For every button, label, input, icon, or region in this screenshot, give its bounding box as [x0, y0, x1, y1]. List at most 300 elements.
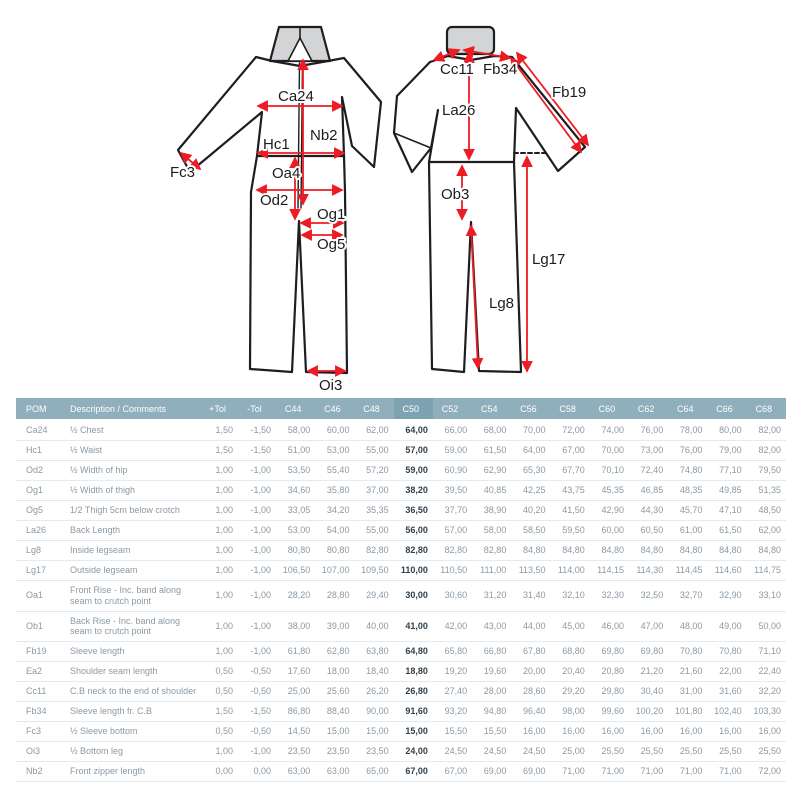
size-cell: 16,00: [668, 722, 707, 742]
size-cell: 71,10: [747, 642, 786, 662]
tolerance-cell: -1,00: [238, 611, 276, 642]
size-cell: 32,50: [629, 581, 668, 612]
description-cell: Sleeve length: [60, 642, 202, 662]
size-cell: 61,00: [668, 521, 707, 541]
size-cell: 48,35: [668, 481, 707, 501]
size-cell: 68,80: [551, 642, 590, 662]
table-row-og1: [16, 481, 786, 501]
tolerance-cell: -1,50: [238, 702, 276, 722]
size-cell: 101,80: [668, 702, 707, 722]
size-cell: 96,40: [511, 702, 550, 722]
size-cell: 16,00: [590, 722, 629, 742]
tolerance-cell: -0,50: [238, 662, 276, 682]
size-cell: 59,00: [394, 461, 433, 481]
tolerance-cell: 1,00: [202, 561, 238, 581]
description-cell: ½ Width of hip: [60, 461, 202, 481]
table-row-fb19: [16, 642, 786, 662]
label-ob3: Ob3: [441, 186, 470, 203]
size-cell: 65,30: [511, 461, 550, 481]
size-cell: 57,00: [433, 521, 472, 541]
table-row-hc1: [16, 441, 786, 461]
size-cell: 42,90: [590, 501, 629, 521]
table-row-oi3: [16, 742, 786, 762]
size-cell: 58,50: [511, 521, 550, 541]
size-cell: 63,00: [276, 762, 315, 782]
size-cell: 32,10: [551, 581, 590, 612]
size-cell: 25,50: [590, 742, 629, 762]
size-cell: 35,80: [315, 481, 354, 501]
tolerance-cell: 1,00: [202, 541, 238, 561]
size-cell: 54,00: [315, 521, 354, 541]
size-cell: 47,10: [707, 501, 746, 521]
table-row-lg17: [16, 561, 786, 581]
col-header-c44: C44: [276, 398, 315, 420]
pom-cell: Lg17: [16, 561, 60, 581]
pom-cell: Oi3: [16, 742, 60, 762]
pom-cell: Ea2: [16, 662, 60, 682]
size-cell: 84,80: [747, 541, 786, 561]
description-cell: 1/2 Thigh 5cm below crotch: [60, 501, 202, 521]
size-cell: 84,80: [707, 541, 746, 561]
size-cell: 82,80: [394, 541, 433, 561]
size-cell: 70,80: [707, 642, 746, 662]
size-cell: 58,00: [276, 420, 315, 441]
label-lg17: Lg17: [532, 251, 566, 268]
size-cell: 48,00: [668, 611, 707, 642]
size-cell: 40,85: [472, 481, 511, 501]
size-cell: 77,10: [707, 461, 746, 481]
label-hc1: Hc1: [263, 136, 290, 153]
size-cell: 113,50: [511, 561, 550, 581]
col-header-c60: C60: [590, 398, 629, 420]
size-cell: 70,00: [590, 441, 629, 461]
description-cell: ½ Width of thigh: [60, 481, 202, 501]
label-og5: Og5: [317, 236, 346, 253]
tolerance-cell: -1,00: [238, 461, 276, 481]
size-cell: 49,85: [707, 481, 746, 501]
size-cell: 17,60: [276, 662, 315, 682]
table-header-row: [16, 398, 786, 420]
size-cell: 42,00: [433, 611, 472, 642]
size-cell: 67,80: [511, 642, 550, 662]
size-cell: 33,05: [276, 501, 315, 521]
size-cell: 80,80: [276, 541, 315, 561]
size-cell: 20,00: [511, 662, 550, 682]
size-cell: 38,20: [394, 481, 433, 501]
pom-cell: Og5: [16, 501, 60, 521]
description-cell: ½ Chest: [60, 420, 202, 441]
size-cell: 71,00: [590, 762, 629, 782]
col-header-c68: C68: [747, 398, 786, 420]
size-cell: 73,00: [629, 441, 668, 461]
size-cell: 16,00: [551, 722, 590, 742]
pom-cell: Hc1: [16, 441, 60, 461]
size-cell: 57,20: [354, 461, 393, 481]
size-cell: 84,80: [629, 541, 668, 561]
size-cell: 69,00: [472, 762, 511, 782]
table-row-ob1: [16, 611, 786, 642]
size-cell: 64,00: [511, 441, 550, 461]
description-cell: Front zipper length: [60, 762, 202, 782]
size-cell: 36,50: [394, 501, 433, 521]
size-cell: 64,80: [394, 642, 433, 662]
size-cell: 50,00: [747, 611, 786, 642]
coverall-back-figure: [394, 27, 585, 372]
size-cell: 66,80: [472, 642, 511, 662]
tolerance-cell: 1,00: [202, 611, 238, 642]
size-cell: 38,90: [472, 501, 511, 521]
pom-cell: Od2: [16, 461, 60, 481]
size-cell: 109,50: [354, 561, 393, 581]
size-cell: 15,50: [472, 722, 511, 742]
pom-cell: Fb19: [16, 642, 60, 662]
size-cell: 32,90: [707, 581, 746, 612]
size-cell: 79,50: [747, 461, 786, 481]
size-cell: 53,00: [276, 521, 315, 541]
size-cell: 82,80: [354, 541, 393, 561]
size-cell: 60,00: [590, 521, 629, 541]
size-cell: 32,20: [747, 682, 786, 702]
col-header-c48: C48: [354, 398, 393, 420]
size-cell: 86,80: [276, 702, 315, 722]
label-nb2: Nb2: [310, 127, 338, 144]
size-cell: 42,25: [511, 481, 550, 501]
label-oi3: Oi3: [319, 377, 343, 394]
size-cell: 72,00: [551, 420, 590, 441]
col-header-c46: C46: [315, 398, 354, 420]
table-row-oa1: [16, 581, 786, 612]
size-cell: 39,00: [315, 611, 354, 642]
col-header-c56: C56: [511, 398, 550, 420]
pom-cell: Lg8: [16, 541, 60, 561]
size-cell: 65,80: [433, 642, 472, 662]
table-row-ca24: [16, 420, 786, 441]
table-row-od2: [16, 461, 786, 481]
size-cell: 15,00: [315, 722, 354, 742]
pom-cell: Ca24: [16, 420, 60, 441]
size-cell: 32,70: [668, 581, 707, 612]
size-cell: 61,50: [472, 441, 511, 461]
size-cell: 38,00: [276, 611, 315, 642]
size-cell: 111,00: [472, 561, 511, 581]
tolerance-cell: 0,00: [202, 762, 238, 782]
size-cell: 48,50: [747, 501, 786, 521]
tolerance-cell: 1,50: [202, 420, 238, 441]
size-cell: 28,60: [511, 682, 550, 702]
col-header-c62: C62: [629, 398, 668, 420]
size-cell: 67,00: [551, 441, 590, 461]
tolerance-cell: -1,00: [238, 742, 276, 762]
size-cell: 18,40: [354, 662, 393, 682]
size-cell: 34,20: [315, 501, 354, 521]
size-cell: 78,00: [668, 420, 707, 441]
size-cell: 67,00: [394, 762, 433, 782]
size-cell: 47,00: [629, 611, 668, 642]
tolerance-cell: -1,00: [238, 521, 276, 541]
description-cell: ½ Bottom leg: [60, 742, 202, 762]
size-cell: 59,50: [551, 521, 590, 541]
size-cell: 28,20: [276, 581, 315, 612]
tolerance-cell: -1,00: [238, 581, 276, 612]
size-cell: 69,80: [629, 642, 668, 662]
size-cell: 20,40: [551, 662, 590, 682]
pom-cell: Og1: [16, 481, 60, 501]
table-row-og5: [16, 501, 786, 521]
tolerance-cell: -1,00: [238, 561, 276, 581]
tolerance-cell: -1,00: [238, 501, 276, 521]
size-cell: 82,80: [472, 541, 511, 561]
col-header-c64: C64: [668, 398, 707, 420]
pom-cell: Nb2: [16, 762, 60, 782]
size-cell: 16,00: [747, 722, 786, 742]
size-cell: 30,00: [394, 581, 433, 612]
pom-cell: Fc3: [16, 722, 60, 742]
size-cell: 88,40: [315, 702, 354, 722]
label-cc11: Cc11: [440, 61, 474, 78]
size-cell: 114,00: [551, 561, 590, 581]
size-cell: 114,60: [707, 561, 746, 581]
label-lg8: Lg8: [489, 295, 515, 312]
size-cell: 40,00: [354, 611, 393, 642]
size-cell: 15,50: [433, 722, 472, 742]
size-cell: 23,50: [354, 742, 393, 762]
measurement-table: [16, 398, 786, 782]
size-cell: 49,00: [707, 611, 746, 642]
size-cell: 114,75: [747, 561, 786, 581]
size-cell: 31,00: [668, 682, 707, 702]
size-cell: 29,20: [551, 682, 590, 702]
size-cell: 91,60: [394, 702, 433, 722]
size-cell: 25,00: [276, 682, 315, 702]
label-og1: Og1: [317, 206, 346, 223]
size-cell: 22,00: [707, 662, 746, 682]
size-cell: 55,00: [354, 441, 393, 461]
size-cell: 21,60: [668, 662, 707, 682]
size-cell: 79,00: [707, 441, 746, 461]
table-row-lg8: [16, 541, 786, 561]
size-cell: 44,00: [511, 611, 550, 642]
size-cell: 45,35: [590, 481, 629, 501]
tolerance-cell: 0,50: [202, 682, 238, 702]
size-cell: 84,80: [511, 541, 550, 561]
table-row-ea2: [16, 662, 786, 682]
size-cell: 32,30: [590, 581, 629, 612]
size-cell: 74,00: [590, 420, 629, 441]
size-cell: 28,80: [315, 581, 354, 612]
description-cell: ½ Sleeve bottom: [60, 722, 202, 742]
size-cell: 45,00: [551, 611, 590, 642]
size-cell: 62,00: [747, 521, 786, 541]
tolerance-cell: -1,00: [238, 481, 276, 501]
size-cell: 41,00: [394, 611, 433, 642]
size-cell: 25,60: [315, 682, 354, 702]
size-cell: 67,70: [551, 461, 590, 481]
size-cell: 110,50: [433, 561, 472, 581]
col-header-description-comments: Description / Comments: [60, 398, 202, 420]
size-cell: 107,00: [315, 561, 354, 581]
size-cell: 18,80: [394, 662, 433, 682]
col-header-c66: C66: [707, 398, 746, 420]
size-cell: 26,20: [354, 682, 393, 702]
table-row-fb34: [16, 702, 786, 722]
size-cell: 26,80: [394, 682, 433, 702]
description-cell: Back Length: [60, 521, 202, 541]
size-cell: 14,50: [276, 722, 315, 742]
size-cell: 80,00: [707, 420, 746, 441]
size-cell: 98,00: [551, 702, 590, 722]
size-cell: 35,35: [354, 501, 393, 521]
size-cell: 24,50: [511, 742, 550, 762]
tolerance-cell: 1,00: [202, 461, 238, 481]
size-cell: 71,00: [668, 762, 707, 782]
col-header--tol: +Tol: [202, 398, 238, 420]
size-cell: 76,00: [629, 420, 668, 441]
tolerance-cell: 1,00: [202, 581, 238, 612]
tolerance-cell: 1,50: [202, 702, 238, 722]
size-cell: 67,00: [433, 762, 472, 782]
tolerance-cell: 1,00: [202, 742, 238, 762]
size-cell: 29,80: [590, 682, 629, 702]
size-cell: 72,00: [747, 762, 786, 782]
tolerance-cell: -1,50: [238, 420, 276, 441]
pom-cell: Cc11: [16, 682, 60, 702]
label-oa4: Oa4: [272, 165, 301, 182]
size-cell: 63,00: [315, 762, 354, 782]
size-cell: 110,00: [394, 561, 433, 581]
size-cell: 51,35: [747, 481, 786, 501]
tolerance-cell: -1,00: [238, 642, 276, 662]
description-cell: Sleeve length fr. C.B: [60, 702, 202, 722]
size-cell: 71,00: [629, 762, 668, 782]
size-cell: 65,00: [354, 762, 393, 782]
size-cell: 23,50: [315, 742, 354, 762]
size-cell: 61,50: [707, 521, 746, 541]
tolerance-cell: -1,00: [238, 541, 276, 561]
description-cell: ½ Waist: [60, 441, 202, 461]
label-od2: Od2: [260, 192, 289, 209]
size-cell: 66,00: [433, 420, 472, 441]
size-cell: 84,80: [668, 541, 707, 561]
size-cell: 114,45: [668, 561, 707, 581]
tolerance-cell: -0,50: [238, 682, 276, 702]
size-cell: 25,00: [551, 742, 590, 762]
description-cell: Back Rise - Inc. band along seam to crutch point: [60, 611, 202, 642]
size-cell: 71,00: [707, 762, 746, 782]
size-cell: 56,00: [394, 521, 433, 541]
size-cell: 103,30: [747, 702, 786, 722]
table-row-cc11: [16, 682, 786, 702]
tolerance-cell: 1,00: [202, 642, 238, 662]
size-cell: 19,60: [472, 662, 511, 682]
size-cell: 16,00: [707, 722, 746, 742]
size-cell: 16,00: [629, 722, 668, 742]
size-cell: 69,80: [590, 642, 629, 662]
pom-cell: La26: [16, 521, 60, 541]
table-row-nb2: [16, 762, 786, 782]
tolerance-cell: 1,00: [202, 481, 238, 501]
size-cell: 25,50: [747, 742, 786, 762]
size-cell: 45,70: [668, 501, 707, 521]
pom-cell: Oa1: [16, 581, 60, 612]
description-cell: C.B neck to the end of shoulder: [60, 682, 202, 702]
size-cell: 60,90: [433, 461, 472, 481]
size-cell: 62,90: [472, 461, 511, 481]
size-cell: 80,80: [315, 541, 354, 561]
size-cell: 23,50: [276, 742, 315, 762]
description-cell: Front Rise - Inc. band along seam to crutch point: [60, 581, 202, 612]
size-cell: 114,15: [590, 561, 629, 581]
label-la26: La26: [442, 102, 476, 119]
label-fb34: Fb34: [483, 61, 518, 78]
size-cell: 102,40: [707, 702, 746, 722]
size-cell: 39,50: [433, 481, 472, 501]
size-cell: 25,50: [707, 742, 746, 762]
size-cell: 57,00: [394, 441, 433, 461]
size-cell: 82,80: [433, 541, 472, 561]
size-cell: 69,00: [511, 762, 550, 782]
tolerance-cell: 0,00: [238, 762, 276, 782]
size-cell: 60,50: [629, 521, 668, 541]
size-cell: 27,40: [433, 682, 472, 702]
size-cell: 51,00: [276, 441, 315, 461]
size-cell: 43,00: [472, 611, 511, 642]
size-cell: 40,20: [511, 501, 550, 521]
size-cell: 70,80: [668, 642, 707, 662]
description-cell: Outside legseam: [60, 561, 202, 581]
back-collar: [447, 27, 494, 54]
tolerance-cell: 1,00: [202, 521, 238, 541]
label-ca24: Ca24: [278, 88, 314, 105]
size-cell: 30,60: [433, 581, 472, 612]
table-row-fc3: [16, 722, 786, 742]
size-cell: 106,50: [276, 561, 315, 581]
size-cell: 99,60: [590, 702, 629, 722]
size-cell: 93,20: [433, 702, 472, 722]
col-header-c58: C58: [551, 398, 590, 420]
size-cell: 37,70: [433, 501, 472, 521]
tolerance-cell: -1,50: [238, 441, 276, 461]
size-cell: 60,00: [315, 420, 354, 441]
size-cell: 59,00: [433, 441, 472, 461]
size-cell: 82,00: [747, 420, 786, 441]
label-fc3: Fc3: [170, 164, 196, 181]
size-cell: 43,75: [551, 481, 590, 501]
size-cell: 22,40: [747, 662, 786, 682]
size-cell: 55,40: [315, 461, 354, 481]
description-cell: Shoulder seam length: [60, 662, 202, 682]
size-cell: 18,00: [315, 662, 354, 682]
size-cell: 70,00: [511, 420, 550, 441]
table-row-la26: [16, 521, 786, 541]
tolerance-cell: 1,00: [202, 501, 238, 521]
size-cell: 31,20: [472, 581, 511, 612]
description-cell: Inside legseam: [60, 541, 202, 561]
size-cell: 31,60: [707, 682, 746, 702]
size-cell: 31,40: [511, 581, 550, 612]
size-cell: 20,80: [590, 662, 629, 682]
size-cell: 53,00: [315, 441, 354, 461]
tolerance-cell: 1,50: [202, 441, 238, 461]
size-cell: 19,20: [433, 662, 472, 682]
size-cell: 64,00: [394, 420, 433, 441]
size-cell: 30,40: [629, 682, 668, 702]
size-cell: 37,00: [354, 481, 393, 501]
size-cell: 15,00: [394, 722, 433, 742]
size-cell: 24,50: [433, 742, 472, 762]
size-cell: 25,50: [668, 742, 707, 762]
col-header--tol: -Tol: [238, 398, 276, 420]
size-cell: 55,00: [354, 521, 393, 541]
